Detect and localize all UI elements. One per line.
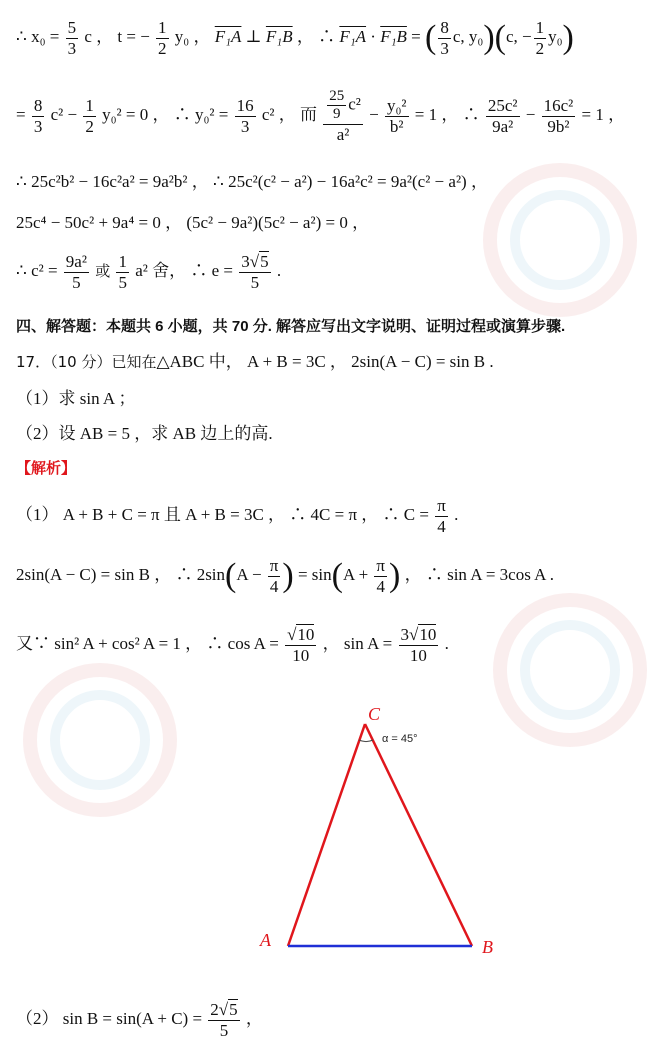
triangle-figure xyxy=(250,700,510,970)
solution17-part1-line1: （1） A + B + C = π 且 A + B = 3C ， ∴ 4C = π ， ∴ C = $\frac{\pi}{4}$ . xyxy=(16,496,459,536)
vertex-a-label: A xyxy=(260,930,271,950)
solution16-line3: ∴ 25c²b² − 16c²a² = 9a²b² ， ∴ 25c²(c² − a²) − 16a²c² = 9a²(c² − a²) ， xyxy=(16,172,488,191)
solution16-line5: ∴ c² = $\frac{\text{9a²}}{5}$ 或 $\frac{1}{5}$ a² 舍， ∴ e = $\frac{3√5}{5}$ . xyxy=(16,252,282,292)
solution17-part2-line1: （2） sin B = sin(A + C) = $\frac{2√5}{5}$ ， xyxy=(16,1000,263,1040)
section-heading: 四、解答题：本题共 6 小题，共 70 分. 解答应写出文字说明、证明过程或演算步骤. xyxy=(16,318,566,335)
vertex-c-label: C xyxy=(368,704,381,724)
solution16-line4: 25c⁴ − 50c² + 9a⁴ = 0 ， (5c² − 9a²)(5c² − a²) = 0 ， xyxy=(16,213,370,232)
analysis-label: 【解析】 xyxy=(16,460,77,477)
solution16-line1: ∴ x₀ = $\frac{5}{3}$ c ， t = − $\frac{1}{2}$ y₀ ， F₁A ⊥ F₁B ， ∴ F₁A · F₁B = ( $\frac{8}{3}$ c, y₀)(c, − $\frac{1}{2}$ y₀) xyxy=(16,18,574,58)
side-bc xyxy=(365,724,472,946)
watermark-logo xyxy=(470,150,650,330)
solution17-part1-line2: 2sin(A − C) = sin B ， ∴ 2sin(A − $\frac{\pi}{4}$ ) = sin(A + $\frac{\pi}{4}$ ) ， ∴ sin A = 3cos A . xyxy=(16,556,554,596)
side-ac xyxy=(288,724,365,946)
angle-label: α = 45° xyxy=(382,733,418,745)
problem17-question2: （2）设 AB = 5 ，求 AB 边上的高. xyxy=(16,424,273,443)
solution17-part1-line3: 又∵ sin² A + cos² A = 1 ， ∴ cos A = $\frac{√10}{10}$ ， sin A = $\frac{3√10}{10}$ . xyxy=(16,625,449,665)
vertex-b-label: B xyxy=(482,937,493,957)
angle-arc xyxy=(359,740,373,742)
problem17-stem: 17．（10 分）已知在△ABC 中， A + B = 3C ， 2sin(A − C) = sin B . xyxy=(16,352,494,371)
solution16-line2: = $\frac{8}{3}$ c² − $\frac{1}{2}$ y₀² = 0 ， ∴ y₀² = $\frac{16}{3}$ c² ， 而 $\frac{25}{9}$ c² a² − $\frac{\text{y₀²}}{\text{b²}}$ = 1 ， ∴ $\frac{\text{25c²}}{\text{9a²}}$ − $\frac{\text{16c²}}{\text{9b²}}$ = 1 ， xyxy=(16,88,626,144)
watermark-logo xyxy=(10,650,190,830)
problem17-question1: （1）求 sin A ； xyxy=(16,389,136,408)
